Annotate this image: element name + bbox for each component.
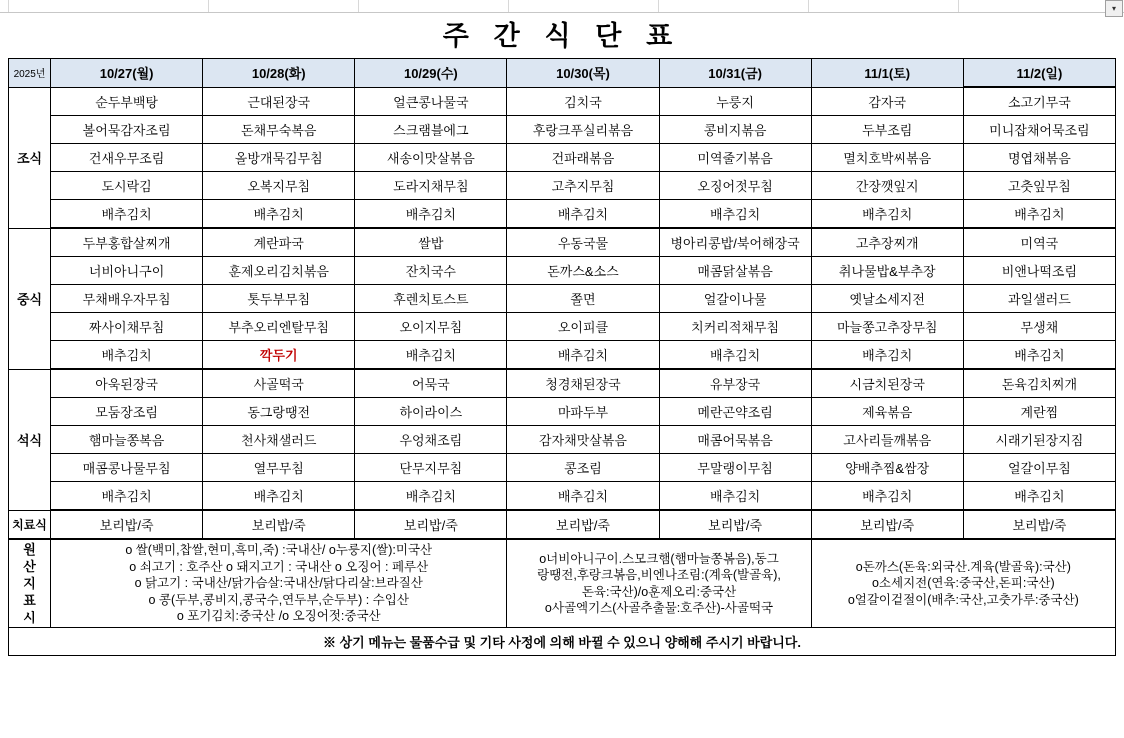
menu-cell: 오이지무침: [355, 313, 507, 341]
menu-cell: 배추김치: [811, 482, 963, 511]
table-row: [9, 200, 1116, 229]
table-row: [9, 426, 1116, 454]
table-row: [9, 228, 1116, 257]
meal-label-breakfast: 조식: [9, 87, 51, 228]
menu-cell: 짜사이채무침: [51, 313, 203, 341]
ruler-segment: [658, 0, 809, 12]
origin-column-1: [51, 539, 507, 628]
menu-cell: 얼갈이무침: [963, 454, 1115, 482]
day-header-wed: 10/29(수): [355, 59, 507, 88]
origin-column-3: [811, 539, 1115, 628]
menu-cell: 동그랑땡전: [203, 398, 355, 426]
menu-cell: 옛날소세지전: [811, 285, 963, 313]
menu-cell: 고추장찌개: [811, 228, 963, 257]
menu-cell: 배추김치: [51, 482, 203, 511]
menu-cell: 배추김치: [507, 482, 659, 511]
menu-cell: 계란찜: [963, 398, 1115, 426]
ruler-segment: [358, 0, 509, 12]
therapeutic-cell: 보리밥/죽: [51, 510, 203, 539]
menu-cell: 배추김치: [811, 341, 963, 370]
menu-cell: 고사리들깨볶음: [811, 426, 963, 454]
menu-cell: 배추김치: [811, 200, 963, 229]
menu-cell: 잔치국수: [355, 257, 507, 285]
ruler-segment: [958, 0, 1109, 12]
menu-cell: 배추김치: [507, 200, 659, 229]
table-row: [9, 398, 1116, 426]
menu-cell: 모둠장조림: [51, 398, 203, 426]
menu-cell: 누룽지: [659, 87, 811, 116]
menu-cell: 근대된장국: [203, 87, 355, 116]
day-header-fri: 10/31(금): [659, 59, 811, 88]
chevron-down-icon: ▾: [1111, 3, 1116, 13]
menu-cell: 오복지무침: [203, 172, 355, 200]
menu-cell: 배추김치: [51, 341, 203, 370]
origin-line: 돈육:국산)/o훈제오리:중국산: [581, 584, 737, 599]
menu-cell: 배추김치: [659, 482, 811, 511]
menu-cell: 치커리적채무침: [659, 313, 811, 341]
menu-cell: 메란곤약조림: [659, 398, 811, 426]
meal-label-therapeutic: 치료식: [9, 510, 51, 539]
menu-cell: 햄마늘쫑복음: [51, 426, 203, 454]
menu-cell: 취나물밥&부추장: [811, 257, 963, 285]
menu-cell-highlighted: 깍두기: [203, 341, 355, 370]
therapeutic-cell: 보리밥/죽: [507, 510, 659, 539]
origin-line: o얼갈이겉절이(배추:국산,고춧가루:중국산): [847, 592, 1079, 607]
table-row: [9, 482, 1116, 511]
menu-cell: 건새우무조림: [51, 144, 203, 172]
menu-cell: 제육볶음: [811, 398, 963, 426]
menu-cell: 매콤닭살볶음: [659, 257, 811, 285]
footer-note: ※ 상기 메뉴는 물품수급 및 기타 사정에 의해 바뀔 수 있으니 양해해 주시기 바랍니다.: [9, 628, 1116, 656]
menu-cell: 미니잡채어묵조림: [963, 116, 1115, 144]
therapeutic-cell: 보리밥/죽: [659, 510, 811, 539]
menu-cell: 마늘쫑고추장무침: [811, 313, 963, 341]
menu-cell: 돈육김치찌개: [963, 369, 1115, 398]
menu-cell: 부추오리엔탈무침: [203, 313, 355, 341]
menu-cell: 배추김치: [659, 200, 811, 229]
menu-cell: 배추김치: [203, 482, 355, 511]
menu-cell: 하이라이스: [355, 398, 507, 426]
origin-label-char: 표: [23, 593, 36, 608]
origin-column-2: [507, 539, 811, 628]
menu-cell: 고춧잎무침: [963, 172, 1115, 200]
menu-cell: 두부홍합살찌개: [51, 228, 203, 257]
menu-cell: 새송이맛살볶음: [355, 144, 507, 172]
menu-cell: 매콤어묵볶음: [659, 426, 811, 454]
table-row: [9, 313, 1116, 341]
ruler-segment: [8, 0, 209, 12]
menu-cell: 유부장국: [659, 369, 811, 398]
table-header-row: [9, 59, 1116, 88]
menu-cell: 배추김치: [355, 341, 507, 370]
origin-line: o사골엑기스(사골추출물:호주산)-사골떡국: [544, 601, 774, 615]
menu-cell: 우동국물: [507, 228, 659, 257]
menu-cell: 배추김치: [51, 200, 203, 229]
menu-cell: 매콤콩나물무침: [51, 454, 203, 482]
menu-cell: 아욱된장국: [51, 369, 203, 398]
menu-cell: 청경채된장국: [507, 369, 659, 398]
day-header-thu: 10/30(목): [507, 59, 659, 88]
origin-line: o 쌀(백미,찹쌀,현미,흑미,죽) :국내산/ o누룽지(쌀):미국산: [125, 543, 433, 558]
menu-cell: 어묵국: [355, 369, 507, 398]
ruler-segment: [208, 0, 359, 12]
menu-cell: 볼어묵감자조림: [51, 116, 203, 144]
menu-cell: 스크램블에그: [355, 116, 507, 144]
menu-cell: 건파래볶음: [507, 144, 659, 172]
menu-cell: 배추김치: [659, 341, 811, 370]
origin-label-char: 원: [23, 542, 36, 557]
menu-cell: 무채배우자무침: [51, 285, 203, 313]
menu-cell: 콩비지볶음: [659, 116, 811, 144]
menu-cell: 우엉채조림: [355, 426, 507, 454]
table-row: [9, 257, 1116, 285]
therapeutic-cell: 보리밥/죽: [811, 510, 963, 539]
menu-cell: 너비아니구이: [51, 257, 203, 285]
menu-cell: 간장깻잎지: [811, 172, 963, 200]
meal-label-lunch: 중식: [9, 228, 51, 369]
menu-cell: 감자채맛살볶음: [507, 426, 659, 454]
menu-cell: 무생채: [963, 313, 1115, 341]
origin-line: 랑땡전,후랑크볶음,비엔나조림:(계육(발골육),: [537, 568, 781, 582]
menu-cell: 후렌치토스트: [355, 285, 507, 313]
table-row-origin: [9, 539, 1116, 628]
table-row-note: [9, 628, 1116, 656]
menu-cell: 사골떡국: [203, 369, 355, 398]
table-row: [9, 369, 1116, 398]
menu-cell: 시래기된장지짐: [963, 426, 1115, 454]
menu-cell: 단무지무침: [355, 454, 507, 482]
menu-cell: 배추김치: [355, 200, 507, 229]
menu-cell: 오이피클: [507, 313, 659, 341]
menu-cell: 올방개묵김무침: [203, 144, 355, 172]
table-row: [9, 87, 1116, 116]
menu-cell: 시금치된장국: [811, 369, 963, 398]
origin-label-char: 산: [23, 559, 36, 574]
day-header-sun: 11/2(일): [963, 59, 1115, 88]
menu-cell: 병아리콩밥/북어해장국: [659, 228, 811, 257]
origin-label-char: 시: [23, 610, 36, 625]
day-header-sat: 11/1(토): [811, 59, 963, 88]
therapeutic-cell: 보리밥/죽: [355, 510, 507, 539]
menu-cell: 마파두부: [507, 398, 659, 426]
menu-cell: 미역국: [963, 228, 1115, 257]
menu-cell: 순두부백탕: [51, 87, 203, 116]
menu-cell: 콩조림: [507, 454, 659, 482]
menu-cell: 계란파국: [203, 228, 355, 257]
menu-cell: 배추김치: [963, 341, 1115, 370]
menu-cell: 비앤나떡조림: [963, 257, 1115, 285]
origin-line: o너비아니구이.스모크햄(햄마늘쫑볶음),동그: [539, 551, 779, 566]
table-row: [9, 454, 1116, 482]
day-header-mon: 10/27(월): [51, 59, 203, 88]
menu-cell: 배추김치: [355, 482, 507, 511]
origin-line: o 포기김치:중국산 /o 오징어젓:중국산: [176, 609, 381, 624]
table-row: [9, 285, 1116, 313]
menu-cell: 미역줄기볶음: [659, 144, 811, 172]
menu-cell: 과일샐러드: [963, 285, 1115, 313]
table-row: [9, 116, 1116, 144]
menu-cell: 감자국: [811, 87, 963, 116]
origin-line: o돈까스(돈육:외국산.계육(발골육):국산): [855, 559, 1071, 574]
menu-cell: 양배추찜&쌈장: [811, 454, 963, 482]
origin-label: [9, 539, 51, 628]
menu-cell: 소고기무국: [963, 87, 1115, 116]
menu-cell: 배추김치: [203, 200, 355, 229]
meal-label-dinner: 석식: [9, 369, 51, 510]
menu-cell: 쌀밥: [355, 228, 507, 257]
menu-cell: 천사채샐러드: [203, 426, 355, 454]
menu-cell: 쫄면: [507, 285, 659, 313]
menu-cell: 도시락김: [51, 172, 203, 200]
menu-cell: 돈까스&소스: [507, 257, 659, 285]
table-row: [9, 172, 1116, 200]
therapeutic-cell: 보리밥/죽: [203, 510, 355, 539]
menu-cell: 배추김치: [507, 341, 659, 370]
menu-cell: 무말랭이무침: [659, 454, 811, 482]
menu-cell: 명엽채볶음: [963, 144, 1115, 172]
year-label: 2025년: [9, 59, 51, 88]
menu-cell: 배추김치: [963, 200, 1115, 229]
menu-cell: 두부조림: [811, 116, 963, 144]
menu-cell: 톳두부무침: [203, 285, 355, 313]
origin-line: o 콩(두부,콩비지,콩국수,연두부,순두부) : 수입산: [148, 592, 409, 607]
origin-label-char: 지: [23, 576, 36, 591]
menu-cell: 열무무침: [203, 454, 355, 482]
menu-cell: 얼큰콩나물국: [355, 87, 507, 116]
menu-cell: 김치국: [507, 87, 659, 116]
menu-cell: 멸치호박씨볶음: [811, 144, 963, 172]
menu-cell: 도라지채무침: [355, 172, 507, 200]
table-row: [9, 341, 1116, 370]
therapeutic-cell: 보리밥/죽: [963, 510, 1115, 539]
menu-cell: 오징어젓무침: [659, 172, 811, 200]
menu-cell: 고추지무침: [507, 172, 659, 200]
menu-cell: 후랑크푸실리볶음: [507, 116, 659, 144]
day-header-tue: 10/28(화): [203, 59, 355, 88]
column-ruler-strip: [0, 0, 1124, 13]
ruler-segment: [508, 0, 659, 12]
page-title: 주 간 식 단 표: [442, 21, 682, 51]
menu-cell: 배추김치: [963, 482, 1115, 511]
menu-cell: 훈제오리김치볶음: [203, 257, 355, 285]
ruler-segment: [808, 0, 959, 12]
origin-line: o 닭고기 : 국내산/닭가슴살:국내산/닭다리살:브라질산: [134, 576, 423, 591]
menu-cell: 돈채무숙복음: [203, 116, 355, 144]
table-row: [9, 144, 1116, 172]
menu-cell: 얼갈이나물: [659, 285, 811, 313]
origin-line: o소세지전(연육:중국산,돈피:국산): [871, 576, 1055, 591]
weekly-menu-table: [8, 58, 1116, 656]
table-row-therapeutic: [9, 510, 1116, 539]
origin-line: o 쇠고기 : 호주산 o 돼지고기 : 국내산 o 오징어 : 페루산: [129, 559, 429, 574]
